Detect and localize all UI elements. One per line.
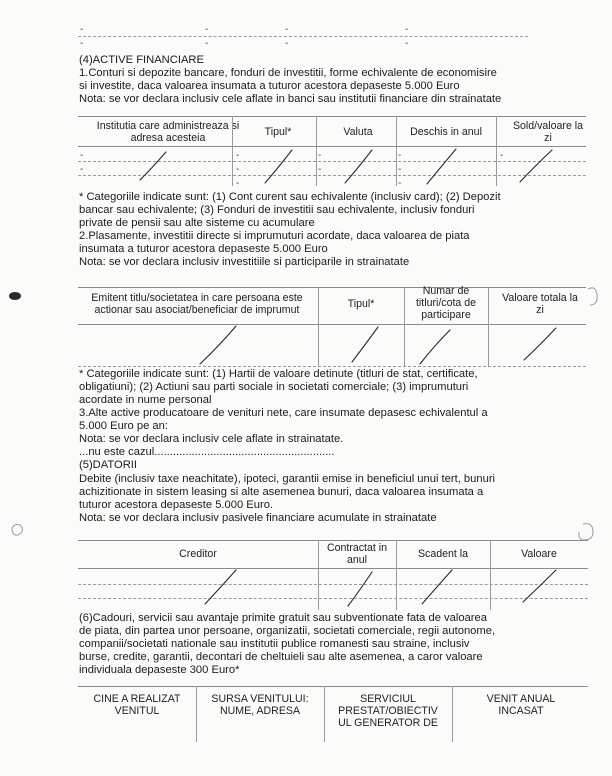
header-line: titluri/cota de <box>415 297 477 309</box>
cell-mark: - <box>398 178 402 189</box>
cell-mark: - <box>318 150 322 161</box>
placements-paragraph-line: 2.Plasamente, investitii directe si imprumuturi acordate, daca valoarea de piata <box>79 230 470 242</box>
header-line: actionar sau asociat/beneficiar de imprumut <box>94 304 300 316</box>
other-assets-line: 3.Alte active producatoare de venituri nete, care insumate depasesc echivalentul a <box>79 407 488 419</box>
scan-hole-mark <box>579 524 593 540</box>
footnote-categories-line: acordate in nume personal <box>79 394 212 406</box>
header-line: Valuta <box>343 126 373 138</box>
section-6-paragraph-line: individuala depaseste 300 Euro* <box>79 664 240 676</box>
top-mark: - <box>205 38 209 49</box>
footnote-categories-line: * Categoriile indicate sunt: (1) Hartii de valoare detinute (titluri de stat, certificate, <box>79 368 478 380</box>
other-assets-line: 5.000 Euro pe an: <box>79 420 168 432</box>
header-line: Sold/valoare la <box>512 120 584 132</box>
header-line: Tipul* <box>264 126 292 138</box>
cell-mark: - <box>318 164 322 175</box>
section-4-paragraph-line: si investite, daca valoarea insumata a tuturor acestora depaseste 5.000 Euro <box>79 80 460 92</box>
header-line: UL GENERATOR DE <box>338 717 438 729</box>
cell-mark: - <box>500 150 504 161</box>
strike-mark <box>422 570 452 604</box>
placements-note: Nota: se vor declara inclusiv investitiile si participarile in strainatate <box>79 256 410 268</box>
top-mark: - <box>80 24 84 35</box>
header-line: zi <box>544 132 552 144</box>
section-6-paragraph-line: (6)Cadouri, servicii sau avantaje primite gratuit sau subventionate fata de valoarea <box>79 612 487 624</box>
strike-mark <box>205 570 236 604</box>
cell-mark: - <box>236 164 240 175</box>
header-line: VENITUL <box>114 705 160 717</box>
strike-mark <box>420 330 450 364</box>
header-line: participare <box>421 309 471 321</box>
cell-mark: - <box>236 150 240 161</box>
section-5-paragraph-line: tuturor acestora depaseste 5.000 Euro. <box>79 499 274 511</box>
strike-mark <box>523 570 556 602</box>
header-line: Valoare <box>521 548 557 560</box>
strike-mark <box>352 327 378 362</box>
header-line: VENIT ANUAL <box>486 693 556 705</box>
strike-mark <box>265 150 292 183</box>
strike-mark <box>520 150 552 182</box>
strike-mark <box>348 572 372 606</box>
section-5-note: Nota: se vor declara inclusiv pasivele financiare acumulate in strainatate <box>79 512 437 524</box>
section-5-paragraph-line: Debite (inclusiv taxe neachitate), ipoteci, garantii emise in beneficiul unui tert, bunuri <box>79 473 496 485</box>
top-mark: - <box>285 24 289 35</box>
header-line: Valoare totala la <box>502 292 578 304</box>
top-mark: - <box>285 38 289 49</box>
footnote-categories-line: obligatiuni); (2) Actiuni sau parti sociale in societati comerciale; (3) imprumuturi <box>79 381 469 393</box>
cell-mark: - <box>398 164 402 175</box>
section-4-note: Nota: se vor declara inclusiv cele aflate in banci sau institutii financiare din strainatate <box>79 93 502 105</box>
section-5-paragraph-line: achizitionate in sistem leasing si alte asemenea bunuri, daca valoarea insumata a <box>79 486 484 498</box>
header-line: zi <box>536 304 544 316</box>
strike-mark <box>345 150 372 183</box>
strike-mark <box>427 149 456 184</box>
header-line: Tipul* <box>347 298 375 310</box>
other-assets-note: Nota: se vor declara inclusiv cele aflate in strainatate. <box>79 433 344 445</box>
section-6-paragraph-line: companii/societati nationale sau institutii publice romanesti sau straine, inclusiv <box>79 638 470 650</box>
header-line: SERVICIUL <box>360 693 416 705</box>
cell-mark: - <box>236 178 240 189</box>
header-line: INCASAT <box>498 705 544 717</box>
section-5-title: (5)DATORII <box>79 459 138 471</box>
header-line: NUME, ADRESA <box>219 705 301 717</box>
header-line: SURSA VENITULUI: <box>211 693 309 705</box>
strike-mark <box>140 152 166 180</box>
header-line: Institutia care administreaza si <box>96 120 240 132</box>
not-applicable-line: ...nu este cazul.......................................................... <box>79 446 335 458</box>
ink-blot <box>9 292 21 300</box>
cell-mark: - <box>80 164 84 175</box>
header-line: Numar de <box>422 285 470 297</box>
top-mark: - <box>205 24 209 35</box>
top-mark: - <box>80 38 84 49</box>
footnote-categories-line: private de pensii sau alte sisteme cu acumulare <box>79 217 315 229</box>
strike-mark <box>200 326 236 364</box>
footnote-categories-line: * Categoriile indicate sunt: (1) Cont curent sau echivalente (inclusiv card); (2) Depozit <box>79 191 501 203</box>
top-mark: - <box>405 38 409 49</box>
header-line: CINE A REALIZAT <box>93 693 181 705</box>
footnote-categories-line: bancar sau echivalente; (3) Fonduri de investitii sau echivalente, inclusiv fonduri <box>79 204 475 216</box>
strike-mark <box>524 328 556 360</box>
placements-paragraph-line: insumata a tuturor acestora depaseste 5.000 Euro <box>79 243 328 255</box>
scan-hole-mark <box>588 288 597 305</box>
section-6-paragraph-line: burse, credite, garantii, decontari de cheltuieli sau alte asemenea, a caror valoare <box>79 651 483 663</box>
section-4-paragraph-line: 1.Conturi si depozite bancare, fonduri de investitii, forme echivalente de economisire <box>79 67 497 79</box>
section-6-paragraph-line: de piata, din partea unor persoane, organizatii, societati comerciale, regii autonome, <box>79 625 496 637</box>
header-line: PRESTAT/OBIECTIV <box>338 705 438 717</box>
header-line: adresa acesteia <box>130 132 206 144</box>
section-4-title: (4)ACTIVE FINANCIARE <box>79 54 204 66</box>
header-line: Contractat in <box>326 542 388 554</box>
header-line: Deschis in anul <box>410 126 482 138</box>
cell-mark: - <box>398 150 402 161</box>
header-line: anul <box>346 554 368 566</box>
header-line: Creditor <box>179 548 217 560</box>
scan-hole-mark <box>12 524 22 535</box>
header-line: Emitent titlu/societatea in care persoana este <box>91 292 303 304</box>
header-line: Scadent la <box>417 548 469 560</box>
cell-mark: - <box>80 150 84 161</box>
top-mark: - <box>405 24 409 35</box>
